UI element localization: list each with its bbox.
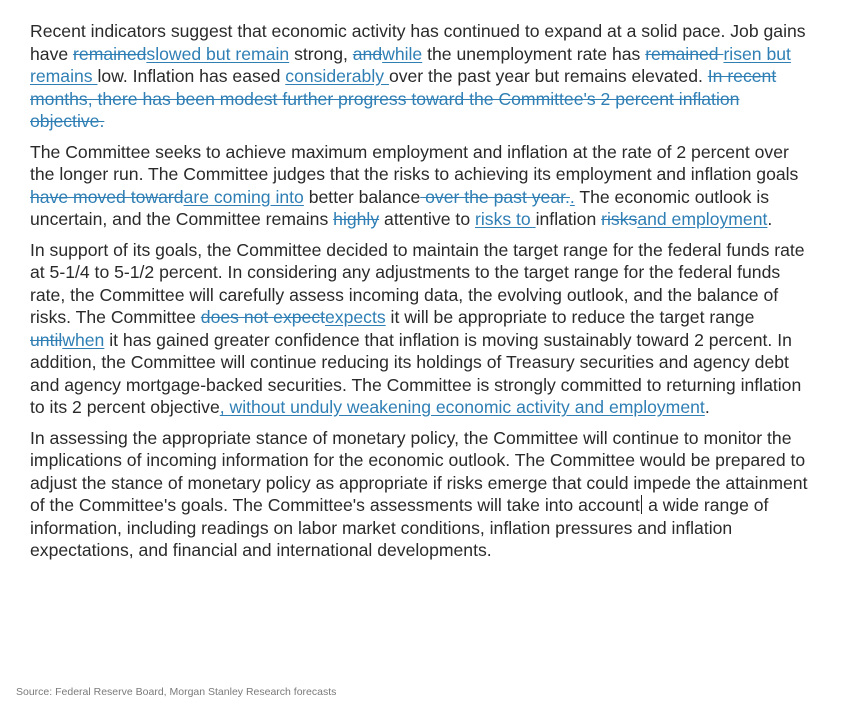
deleted-text: remained — [645, 43, 724, 64]
inserted-text: risks to — [475, 209, 536, 229]
body-text: Recent indicators suggest that economic activity has continued to expand at a solid pace. Job gains have — [30, 21, 806, 64]
paragraph-policy-decision — [30, 239, 810, 419]
inserted-text: expects — [325, 307, 386, 327]
body-text: over the past year but remains elevated. — [388, 66, 708, 86]
body-text: In support of its goals, the Committee decided to maintain the target range for the federal funds rate at 5-1/4 to 5-1/2 percent. In considering any adjustments to the target range for the federal funds rate, the Committee will carefully assess incoming data, the evolving outlook, and the balance of risks. The Committee — [30, 239, 805, 327]
body-text: The Committee seeks to achieve maximum employment and inflation at the rate of 2 percent over the longer run. The Committee judges that the risks to achieving its employment and inflation goals — [30, 141, 799, 184]
inserted-text: , without unduly weakening economic activity and employment — [219, 397, 705, 417]
body-text: the unemployment rate has — [422, 43, 646, 64]
body-text: strong, — [289, 43, 353, 64]
fomc-statement-redline — [30, 20, 810, 570]
inserted-text: considerably — [285, 66, 389, 86]
body-text: it has gained greater confidence that inflation is moving sustainably toward 2 percent. In addition, the Committee will continue reducing its holdings of Treasury securities and agency debt and agency mortgage-backed securities. The Committee is strongly committed to returning inflation to its 2 percent objective — [30, 329, 802, 417]
inserted-text: slowed but remain — [146, 43, 290, 64]
paragraph-policy-stance — [30, 427, 810, 562]
body-text: a wide range of information, including readings on labor market conditions, inflation pressures and inflation expectations, and financial and international developments. — [30, 495, 769, 560]
deleted-text: over the past year. — [420, 186, 570, 207]
deleted-text: highly — [333, 209, 380, 229]
deleted-text: risks — [601, 209, 638, 229]
inserted-text: when — [62, 329, 105, 350]
inserted-text: are coming into — [183, 186, 304, 207]
deleted-text: until — [30, 329, 63, 350]
body-text: The economic outlook is uncertain, and the Committee remains — [30, 186, 770, 229]
inserted-text: risen but remains — [30, 43, 791, 86]
body-text: it will be appropriate to reduce the target range — [385, 307, 755, 327]
text-cursor — [641, 495, 643, 514]
deleted-text: have moved toward — [30, 186, 184, 207]
source-note: Source: Federal Reserve Board, Morgan Stanley Research forecasts — [16, 686, 337, 698]
inserted-text: . — [569, 186, 575, 207]
body-text: In assessing the appropriate stance of monetary policy, the Committee will continue to monitor the implications of incoming information for the economic outlook. The Committee would be prepared to adjust the stance of monetary policy as appropriate if risks emerge that could impede the attainment of the Committee's goals. The Committee's assessments will take into account — [30, 427, 808, 515]
deleted-text: and — [352, 43, 383, 64]
inserted-text: while — [382, 43, 423, 64]
body-text: low. Inflation has eased — [97, 66, 286, 86]
deleted-text: does not expect — [200, 307, 326, 327]
body-text: . — [767, 209, 773, 229]
paragraph-economic-activity — [30, 20, 810, 133]
deleted-text: In recent months, there has been modest further progress toward the Committee's 2 percent inflation objective. — [30, 66, 777, 131]
body-text: better balance — [303, 186, 421, 207]
paragraph-committee-goals — [30, 141, 810, 231]
body-text: . — [704, 397, 710, 417]
deleted-text: remained — [73, 43, 147, 64]
inserted-text: and employment — [637, 209, 768, 229]
body-text: attentive to — [379, 209, 475, 229]
body-text: inflation — [535, 209, 602, 229]
